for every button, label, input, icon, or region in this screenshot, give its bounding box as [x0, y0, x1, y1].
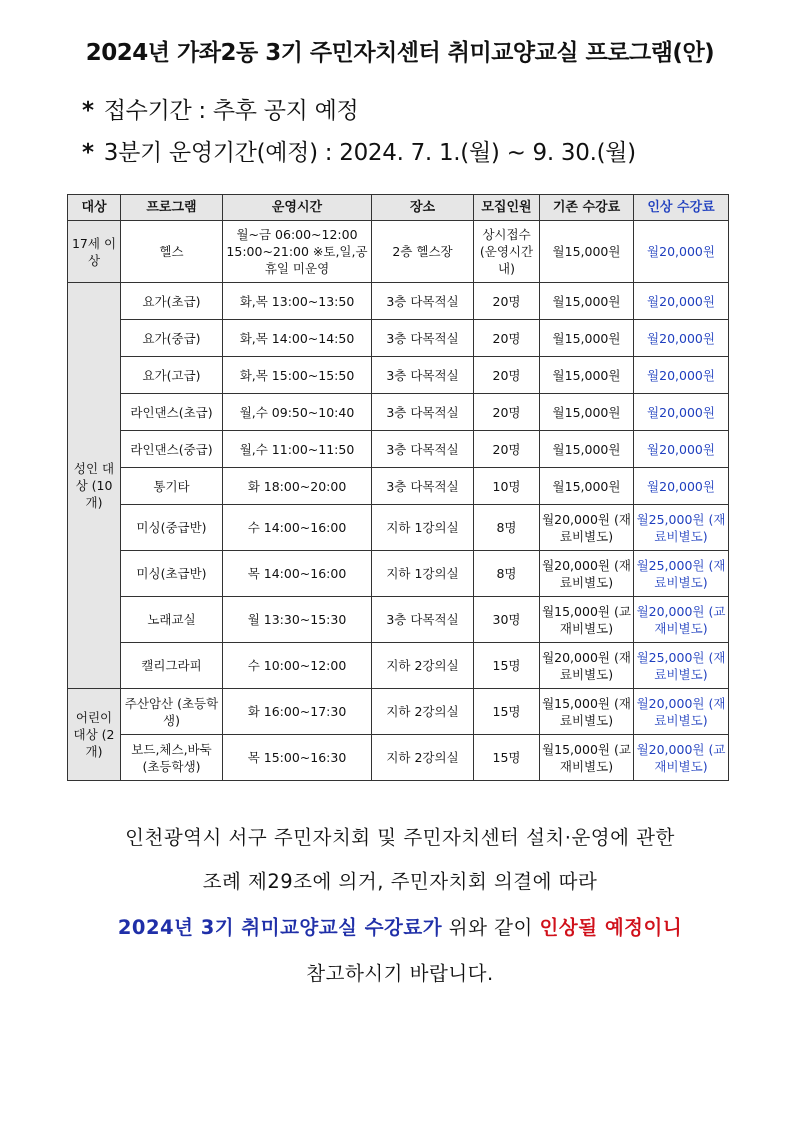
program-cell: 요가(중급) [121, 320, 223, 357]
place-cell: 3층 다목적실 [372, 394, 474, 431]
time-cell: 목 14:00~16:00 [223, 551, 372, 597]
time-cell: 월,수 09:50~10:40 [223, 394, 372, 431]
table-row [68, 468, 729, 505]
place-cell: 3층 다목적실 [372, 357, 474, 394]
old-fee-cell: 월15,000원 [540, 394, 634, 431]
program-cell: 라인댄스(초급) [121, 394, 223, 431]
program-cell: 주산암산 (초등학생) [121, 689, 223, 735]
table-row [68, 505, 729, 551]
new-fee-cell: 월20,000원 [634, 468, 729, 505]
new-fee-cell: 월20,000원 (재료비별도) [634, 689, 729, 735]
capacity-cell: 15명 [474, 689, 540, 735]
old-fee-cell: 월15,000원 [540, 468, 634, 505]
new-fee-cell: 월20,000원 [634, 394, 729, 431]
old-fee-cell: 월15,000원 (교재비별도) [540, 597, 634, 643]
time-cell: 목 15:00~16:30 [223, 735, 372, 781]
place-cell: 지하 2강의실 [372, 689, 474, 735]
program-cell: 통기타 [121, 468, 223, 505]
place-cell: 지하 2강의실 [372, 643, 474, 689]
old-fee-cell: 월20,000원 (재료비별도) [540, 643, 634, 689]
program-table [67, 194, 729, 781]
old-fee-cell: 월15,000원 (교재비별도) [540, 735, 634, 781]
footer-line-1: 인천광역시 서구 주민자치회 및 주민자치센터 설치·운영에 관한 [125, 826, 675, 849]
place-cell: 지하 1강의실 [372, 505, 474, 551]
old-fee-cell: 월15,000원 [540, 357, 634, 394]
new-fee-cell: 월20,000원 [634, 357, 729, 394]
table-row [68, 283, 729, 320]
old-fee-cell: 월15,000원 (재료비별도) [540, 689, 634, 735]
capacity-cell: 8명 [474, 551, 540, 597]
capacity-cell: 15명 [474, 735, 540, 781]
capacity-cell: 10명 [474, 468, 540, 505]
time-cell: 월,수 11:00~11:50 [223, 431, 372, 468]
table-row [68, 551, 729, 597]
program-cell: 노래교실 [121, 597, 223, 643]
table-row [68, 597, 729, 643]
time-cell: 월 13:30~15:30 [223, 597, 372, 643]
program-cell: 요가(고급) [121, 357, 223, 394]
header-place: 장소 [372, 195, 474, 221]
table-header-row [68, 195, 729, 221]
time-cell: 수 14:00~16:00 [223, 505, 372, 551]
capacity-cell: 상시접수 (운영시간 내) [474, 221, 540, 283]
program-cell: 미싱(중급반) [121, 505, 223, 551]
capacity-cell: 20명 [474, 431, 540, 468]
group-cell: 17세 이상 [68, 221, 121, 283]
bullet-star: * [82, 98, 94, 124]
place-cell: 3층 다목적실 [372, 468, 474, 505]
old-fee-cell: 월20,000원 (재료비별도) [540, 505, 634, 551]
old-fee-cell: 월15,000원 [540, 221, 634, 283]
old-fee-cell: 월15,000원 [540, 283, 634, 320]
time-cell: 월~금 06:00~12:00 15:00~21:00 ※토,일,공휴일 미운영 [223, 221, 372, 283]
place-cell: 2층 헬스장 [372, 221, 474, 283]
capacity-cell: 20명 [474, 320, 540, 357]
table-row [68, 689, 729, 735]
program-cell: 라인댄스(중급) [121, 431, 223, 468]
footer-line-4: 참고하시기 바랍니다. [306, 962, 494, 985]
old-fee-cell: 월15,000원 [540, 431, 634, 468]
new-fee-cell: 월20,000원 [634, 283, 729, 320]
place-cell: 지하 2강의실 [372, 735, 474, 781]
header-new-fee: 인상 수강료 [634, 195, 729, 221]
time-cell: 화 18:00~20:00 [223, 468, 372, 505]
table-row [68, 320, 729, 357]
bullet-star: * [82, 140, 94, 166]
footer-line-2: 조례 제29조에 의거, 주민자치회 의결에 따라 [202, 870, 598, 893]
program-cell: 캘리그라피 [121, 643, 223, 689]
table-row [68, 357, 729, 394]
fee-notice-connector: 위와 같이 [442, 916, 540, 939]
program-cell: 요가(초급) [121, 283, 223, 320]
header-time: 운영시간 [223, 195, 372, 221]
header-old-fee: 기존 수강료 [540, 195, 634, 221]
old-fee-cell: 월15,000원 [540, 320, 634, 357]
time-cell: 수 10:00~12:00 [223, 643, 372, 689]
table-row [68, 394, 729, 431]
program-cell: 미싱(초급반) [121, 551, 223, 597]
footer-line-3 [0, 912, 800, 940]
time-cell: 화,목 14:00~14:50 [223, 320, 372, 357]
notice-text: 접수기간 : 추후 공지 예정 [103, 98, 359, 124]
increase-notice-emphasis: 인상될 예정이니 [539, 916, 683, 939]
group-cell: 성인 대상 (10개) [68, 283, 121, 689]
header-program: 프로그램 [121, 195, 223, 221]
new-fee-cell: 월20,000원 [634, 431, 729, 468]
table-row [68, 643, 729, 689]
notice-operating-period [82, 134, 636, 167]
table-row [68, 735, 729, 781]
group-cell: 어린이 대상 (2개) [68, 689, 121, 781]
program-cell: 보드,체스,바둑 (초등학생) [121, 735, 223, 781]
new-fee-cell: 월25,000원 (재료비별도) [634, 643, 729, 689]
program-cell: 헬스 [121, 221, 223, 283]
capacity-cell: 15명 [474, 643, 540, 689]
place-cell: 3층 다목적실 [372, 320, 474, 357]
time-cell: 화 16:00~17:30 [223, 689, 372, 735]
capacity-cell: 20명 [474, 394, 540, 431]
place-cell: 3층 다목적실 [372, 597, 474, 643]
place-cell: 3층 다목적실 [372, 431, 474, 468]
new-fee-cell: 월20,000원 [634, 320, 729, 357]
new-fee-cell: 월20,000원 (교재비별도) [634, 735, 729, 781]
notice-text: 3분기 운영기간(예정) : 2024. 7. 1.(월) ~ 9. 30.(월) [103, 140, 636, 166]
fee-notice-emphasis: 2024년 3기 취미교양교실 수강료가 [117, 916, 443, 939]
table-row [68, 221, 729, 283]
new-fee-cell: 월25,000원 (재료비별도) [634, 551, 729, 597]
old-fee-cell: 월20,000원 (재료비별도) [540, 551, 634, 597]
table-row [68, 431, 729, 468]
time-cell: 화,목 13:00~13:50 [223, 283, 372, 320]
capacity-cell: 20명 [474, 283, 540, 320]
capacity-cell: 20명 [474, 357, 540, 394]
capacity-cell: 30명 [474, 597, 540, 643]
notice-registration-period [82, 92, 358, 125]
page-title: 2024년 가좌2동 3기 주민자치센터 취미교양교실 프로그램(안) [85, 40, 715, 66]
time-cell: 화,목 15:00~15:50 [223, 357, 372, 394]
new-fee-cell: 월20,000원 (교재비별도) [634, 597, 729, 643]
capacity-cell: 8명 [474, 505, 540, 551]
place-cell: 3층 다목적실 [372, 283, 474, 320]
place-cell: 지하 1강의실 [372, 551, 474, 597]
new-fee-cell: 월20,000원 [634, 221, 729, 283]
header-target: 대상 [68, 195, 121, 221]
header-capacity: 모집인원 [474, 195, 540, 221]
new-fee-cell: 월25,000원 (재료비별도) [634, 505, 729, 551]
